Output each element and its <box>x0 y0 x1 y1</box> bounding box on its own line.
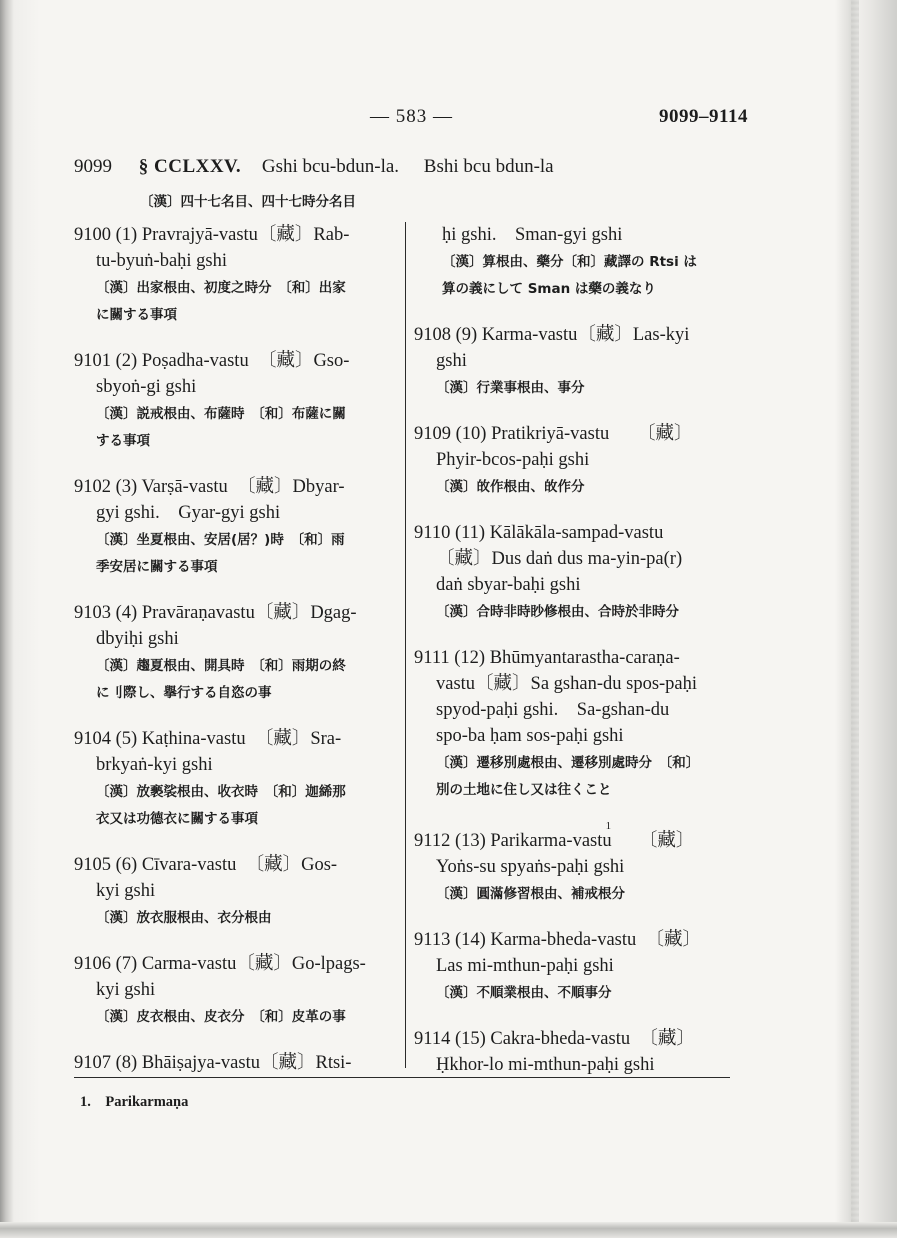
entry-gloss: 〔漢〕不順業根由、不順事分 <box>436 985 612 1002</box>
entry-gloss: 〔漢〕算根由、藥分〔和〕藏譯の Rtsi は <box>442 254 697 270</box>
entry-line: 9109 (10) Pratikriyā-vastu 〔藏〕 <box>414 424 693 444</box>
entry-gloss: に刂際し、擧行する自恣の事 <box>96 685 272 701</box>
entry-line: brkyaṅ-kyi gshi <box>96 755 213 775</box>
entry-line: 9112 (13) Parikarma-vastu$^1$ 〔藏〕 <box>414 820 695 852</box>
dictionary-entry <box>414 1026 744 1078</box>
page-bottom-edge <box>0 1222 897 1238</box>
dictionary-entry <box>74 222 394 328</box>
entry-line: 9114 (15) Cakra-bheda-vastu 〔藏〕 <box>414 1029 695 1050</box>
dictionary-entry <box>74 600 394 706</box>
entry-line: tu-byuṅ-baḥi gshi <box>96 251 228 271</box>
entry-gloss: 〔漢〕行業事根由、事分 <box>436 380 585 396</box>
entry-line: Phyir-bcos-paḥi gshi <box>436 450 590 470</box>
section-tibetan-2: Bshi bcu bdun-la <box>423 156 554 177</box>
entry-gloss: 衣又は功德衣に關する事項 <box>96 811 258 827</box>
entry-gloss: 〔漢〕放褻裟根由、收衣時 〔和〕迦絺那 <box>96 784 346 800</box>
entry-line: 9110 (11) Kālākāla-sampad-vastu <box>414 523 664 543</box>
entry-line: kyi gshi <box>96 980 156 1000</box>
dictionary-entry <box>414 927 744 1006</box>
entry-gloss: 〔漢〕趨夏根由、開具時 〔和〕雨期の終 <box>96 658 346 674</box>
entry-line: vastu〔藏〕Sa gshan-du spos-paḥi <box>436 674 698 694</box>
entry-line: Yoṅs-su spyaṅs-paḥi gshi <box>436 857 625 878</box>
entry-line: gyi gshi. Gyar-gyi gshi <box>96 503 281 523</box>
entry-line: 〔藏〕Dus daṅ dus ma-yin-pa(r) <box>436 549 683 569</box>
dictionary-entry <box>74 1050 394 1076</box>
entry-line: daṅ sbyar-baḥi gshi <box>436 575 581 595</box>
dictionary-entry <box>414 222 744 302</box>
entry-line: sbyoṅ-gi gshi <box>96 377 197 397</box>
entry-gloss: 〔漢〕合時非時眇修根由、合時於非時分 <box>436 604 679 620</box>
section-chinese: 〔漢〕四十七名目、四十七時分名目 <box>140 194 356 210</box>
entry-line: 9108 (9) Karma-vastu〔藏〕Las-kyi <box>414 325 690 345</box>
entry-line: 9104 (5) Kaṭhina-vastu 〔藏〕Sra- <box>74 729 342 749</box>
column-divider <box>405 222 406 1068</box>
dictionary-entry <box>74 348 394 454</box>
page-header <box>80 104 750 134</box>
dictionary-entry <box>74 726 394 832</box>
entry-gloss: 〔漢〕圓滿修習根由、補戒根分 <box>436 886 625 903</box>
entry-gloss: 〔漢〕出家根由、初度之時分 〔和〕出家 <box>96 280 346 296</box>
entry-line: 9101 (2) Poṣadha-vastu 〔藏〕Gso- <box>74 351 350 371</box>
dictionary-entry <box>74 951 394 1030</box>
dictionary-entry <box>414 520 744 625</box>
entry-line: 9103 (4) Pravāraṇavastu〔藏〕Dgag- <box>74 603 357 623</box>
section-number: 9099 <box>74 156 112 177</box>
page-number: — 583 — <box>370 106 453 127</box>
entry-gloss: に關する事項 <box>96 307 177 323</box>
entry-line: 9107 (8) Bhāiṣajya-vastu〔藏〕Rtsi- <box>74 1053 352 1073</box>
entry-gloss: 〔漢〕放衣服根由、衣分根由 <box>96 910 272 926</box>
entry-range: 9099–9114 <box>659 106 748 127</box>
entry-line: Ḥkhor-lo mi-mthun-paḥi gshi <box>436 1055 655 1076</box>
entry-gloss: 〔漢〕敀作根由、敀作分 <box>436 479 585 495</box>
dictionary-entry <box>414 421 744 500</box>
left-column <box>74 222 394 1096</box>
dictionary-entry <box>414 645 744 803</box>
footnote-rule <box>74 1077 730 1078</box>
entry-gloss: 〔漢〕遷移別處根由、遷移別處時分 〔和〕 <box>436 755 700 771</box>
footnote: 1. Parikarmaṇa <box>80 1094 189 1110</box>
entry-line: 9111 (12) Bhūmyantarastha-caraṇa- <box>414 648 680 668</box>
entry-gloss: 〔漢〕説戒根由、布薩時 〔和〕布薩に關 <box>96 406 346 422</box>
entry-line: spo-ba ḥam sos-paḥi gshi <box>436 726 624 746</box>
entry-line: 9102 (3) Varṣā-vastu 〔藏〕Dbyar- <box>74 477 345 497</box>
entry-line: gshi <box>436 351 467 371</box>
entry-line: 9105 (6) Cīvara-vastu 〔藏〕Gos- <box>74 855 338 875</box>
entry-line: dbyiḥi gshi <box>96 629 179 649</box>
entry-line: spyod-paḥi gshi. Sa-gshan-du <box>436 700 670 720</box>
entry-line: kyi gshi <box>96 881 156 901</box>
entry-gloss: 算の義にして Sman は藥の義なり <box>442 281 656 297</box>
dictionary-entry <box>414 322 744 401</box>
binding-shadow <box>851 0 859 1238</box>
entry-gloss: 〔漢〕坐夏根由、安居(居？)時 〔和〕雨 <box>96 532 345 548</box>
entry-gloss: 季安居に關する事項 <box>96 559 218 575</box>
entry-gloss: する事項 <box>96 433 150 449</box>
footnote-marker: 1 <box>605 820 612 832</box>
dictionary-entry <box>74 474 394 580</box>
right-column <box>414 222 744 1098</box>
entry-gloss: 別の土地に住し又は往くこと <box>436 782 612 798</box>
dictionary-entry <box>74 852 394 931</box>
section-mark: § CCLXXV. <box>138 156 242 177</box>
section-heading <box>74 156 714 178</box>
entry-line: 9113 (14) Karma-bheda-vastu 〔藏〕 <box>414 930 702 951</box>
entry-line: 9106 (7) Carma-vastu〔藏〕Go-lpags- <box>74 954 366 974</box>
entry-gloss: 〔漢〕皮衣根由、皮衣分 〔和〕皮革の事 <box>96 1009 346 1025</box>
entry-line: Las mi-mthun-paḥi gshi <box>436 956 614 977</box>
dictionary-entry <box>414 820 744 907</box>
entry-line: 9100 (1) Pravrajyā-vastu〔藏〕Rab- <box>74 225 350 245</box>
section-tibetan-1: Gshi bcu-bdun-la. <box>261 156 400 177</box>
entry-line: ḥi gshi. Sman-gyi gshi <box>442 225 623 245</box>
